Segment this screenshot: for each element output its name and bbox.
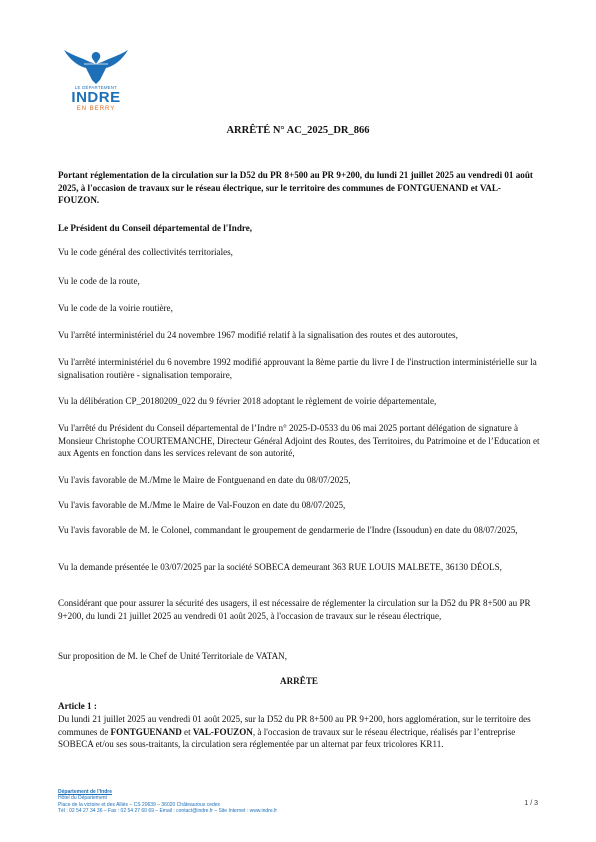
page-number: 1 / 3: [524, 800, 538, 807]
considering-paragraph: Considérant que pour assurer la sécurité des usagers, il est nécessaire de réglementer la circulation sur la D52 du PR 8+500 au PR 9+200, du lundi 21 juillet 2025 au vendredi 01 août 2025, à l'occasion de travaux sur le réseau électrique,: [58, 598, 531, 621]
footer-title: Département de l'Indre: [58, 789, 112, 795]
logo-name: INDRE: [71, 89, 121, 106]
visa-item: Vu le code de la route,: [58, 276, 140, 286]
proposal-paragraph: Sur proposition de M. le Chef de Unité Territoriale de VATAN,: [58, 651, 287, 661]
footer-line-2: Place de la victoire et des Alliés – CS 20639 – 36020 Châteauroux cedex: [58, 801, 221, 808]
article-1-heading: Article 1 :: [58, 701, 97, 711]
decree-subject: Portant réglementation de la circulation sur la D52 du PR 8+500 au PR 9+200, du lundi 21 juillet 2025 au vendredi 01 août 2025, à l'occasion de travaux sur le réseau électrique, sur le territoire des communes de FONTGUENAND et VAL-FOUZON.: [58, 170, 533, 205]
bird-logo-icon: [60, 44, 132, 86]
page-footer: [58, 789, 277, 815]
department-logo: [60, 44, 132, 130]
visa-item: Vu l'arrêté du Président du Conseil départemental de l’Indre n° 2025-D-0533 du 06 mai 2025 portant délégation de signature à Monsieur Christophe COURTEMANCHE, Directeur Général Adjoint des Routes, des Territoires, du Patrimoine et de l’Education et aux Agents en fonction dans les services relevant de son autorité,: [58, 423, 540, 458]
visa-item: Vu l'avis favorable de M./Mme le Maire de Val-Fouzon en date du 08/07/2025,: [58, 500, 346, 510]
visa-item: Vu la délibération CP_20180209_022 du 9 février 2018 adoptant le règlement de voirie départementale,: [58, 396, 437, 406]
document-title: ARRÊTÉ N° AC_2025_DR_866: [226, 125, 370, 136]
visa-item: Vu l'avis favorable de M./Mme le Maire de Fontguenand en date du 08/07/2025,: [58, 475, 351, 485]
article-1-text-b: et: [181, 726, 193, 737]
footer-line-3: Tél : 02 54 27 34 36 – Fax : 02 54 27 60 69 – Email : contact@indre.fr – Site Internet : www.indre.fr: [58, 808, 278, 815]
logo-small-text: LE DÉPARTEMENT: [74, 85, 118, 90]
visa-item: Vu le code général des collectivités territoriales,: [58, 247, 233, 257]
visa-item: Vu le code de la voirie routière,: [58, 303, 173, 313]
visa-item: Vu l'arrêté interministériel du 24 novembre 1967 modifié relatif à la signalisation des routes et des autoroutes,: [58, 330, 458, 340]
logo-subtitle: EN BERRY: [76, 106, 116, 112]
article-1-text-c: , à l'occasion de travaux sur le réseau électrique, réalisés par l’entreprise SOBECA et/ou ses sous-traitants, la circulation sera réglementée par un alternat par feux tricolores KR11.: [58, 726, 516, 749]
article-1-text: [58, 713, 540, 751]
article-1-commune-2: VAL-FOUZON: [192, 726, 253, 737]
decree-heading: ARRÊTE: [280, 676, 318, 686]
president-line: Le Président du Conseil départemental de l'Indre,: [58, 223, 253, 233]
visa-item: Vu l'arrêté interministériel du 6 novembre 1992 modifié approuvant la 8ème partie du livre I de l'instruction interministérielle sur la signalisation routière - signalisation temporaire,: [58, 357, 537, 380]
footer-line-1: Hôtel du Département: [58, 795, 107, 802]
article-1-commune-1: FONTGUENAND: [110, 726, 182, 737]
visa-item: Vu l'avis favorable de M. le Colonel, commandant le groupement de gendarmerie de l'Indre (Issoudun) en date du 08/07/2025,: [58, 525, 518, 535]
article-1-text-a: Du lundi 21 juillet 2025 au vendredi 01 août 2025, sur la D52 du PR 8+500 au PR 9+200, hors agglomération, sur le territoire des communes de: [58, 714, 531, 737]
visa-item: Vu la demande présentée le 03/07/2025 par la société SOBECA demeurant 363 RUE LOUIS MALBETE, 36130 DÉOLS,: [58, 562, 502, 572]
